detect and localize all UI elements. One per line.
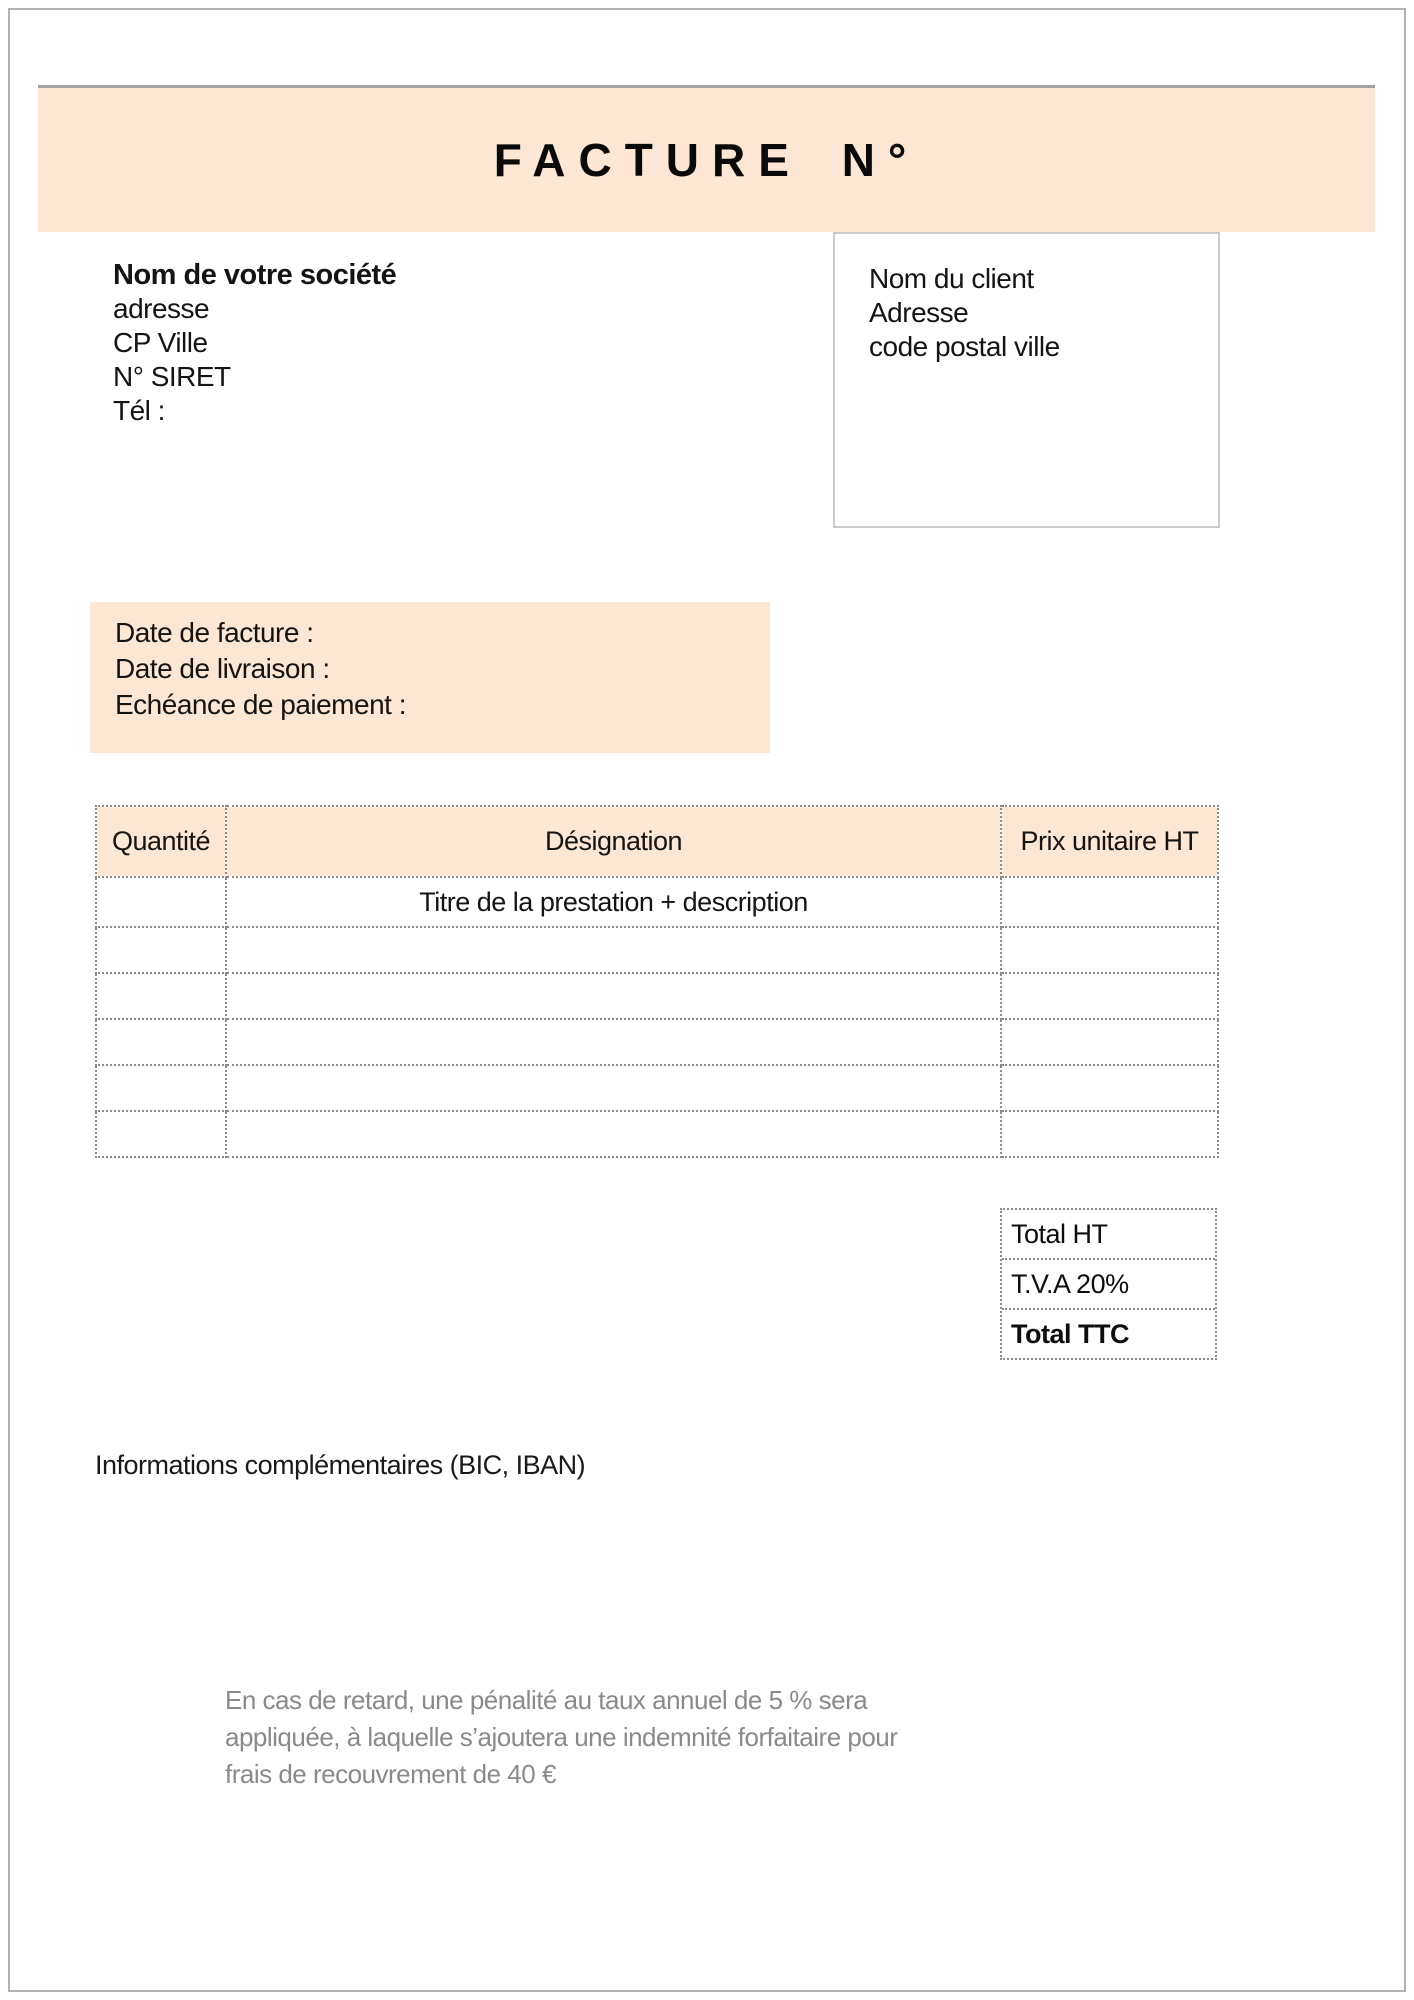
item-unit-price-cell [1001, 927, 1218, 973]
company-address: adresse [113, 293, 210, 324]
item-quantity-cell [96, 973, 226, 1019]
items-table [95, 805, 1219, 1158]
item-row [96, 877, 1218, 927]
item-quantity-cell [96, 877, 226, 927]
column-header-designation: Désignation [226, 806, 1001, 877]
item-row-empty [96, 927, 1218, 973]
item-row-empty [96, 1111, 1218, 1157]
late-payment-note-line: En cas de retard, une pénalité au taux annuel de 5 % sera [225, 1685, 868, 1715]
late-payment-note-line: frais de recouvrement de 40 € [225, 1759, 556, 1789]
delivery-date-label: Date de livraison : [115, 653, 330, 684]
invoice-title-banner [38, 85, 1375, 232]
item-unit-price-cell [1001, 1065, 1218, 1111]
client-name: Nom du client [869, 263, 1034, 294]
company-phone: Tél : [113, 395, 165, 426]
company-city: CP Ville [113, 327, 208, 358]
total-ttc-label: Total TTC [1011, 1318, 1129, 1349]
item-row-empty [96, 1065, 1218, 1111]
item-quantity-cell [96, 927, 226, 973]
items-table-body [96, 877, 1218, 1157]
total-ht-label: Total HT [1011, 1218, 1108, 1249]
client-address: Adresse [869, 297, 969, 328]
payment-due-label: Echéance de paiement : [115, 689, 406, 720]
item-row-empty [96, 973, 1218, 1019]
item-designation-cell [226, 1111, 1001, 1157]
item-unit-price-cell [1001, 1111, 1218, 1157]
vat-label: T.V.A 20% [1011, 1268, 1129, 1299]
vat-row [1002, 1258, 1215, 1308]
total-ttc-row [1002, 1308, 1215, 1358]
client-city: code postal ville [869, 331, 1060, 362]
late-payment-note-line: appliquée, à laquelle s’ajoutera une indemnité forfaitaire pour [225, 1722, 898, 1752]
invoice-date-label: Date de facture : [115, 617, 314, 648]
item-designation-cell [226, 927, 1001, 973]
totals-box [1000, 1208, 1217, 1360]
item-unit-price-cell [1001, 973, 1218, 1019]
item-quantity-cell [96, 1111, 226, 1157]
item-unit-price-cell [1001, 1019, 1218, 1065]
item-designation-cell: Titre de la prestation + description [226, 877, 1001, 927]
item-unit-price-cell [1001, 877, 1218, 927]
late-payment-note [225, 1682, 897, 1793]
additional-info: Informations complémentaires (BIC, IBAN) [95, 1450, 586, 1480]
items-table-header-row [96, 806, 1218, 877]
client-box [833, 232, 1220, 528]
company-name: Nom de votre société [113, 259, 397, 291]
total-ht-row [1002, 1210, 1215, 1258]
item-designation-cell [226, 1065, 1001, 1111]
item-quantity-cell [96, 1019, 226, 1065]
item-designation-cell [226, 973, 1001, 1019]
column-header-quantity: Quantité [96, 806, 226, 877]
invoice-title: FACTURE N° [493, 134, 920, 186]
company-block [113, 258, 396, 428]
item-designation-cell [226, 1019, 1001, 1065]
dates-box [90, 602, 770, 753]
item-row-empty [96, 1019, 1218, 1065]
column-header-unit-price: Prix unitaire HT [1001, 806, 1218, 877]
item-quantity-cell [96, 1065, 226, 1111]
company-siret: N° SIRET [113, 361, 231, 392]
